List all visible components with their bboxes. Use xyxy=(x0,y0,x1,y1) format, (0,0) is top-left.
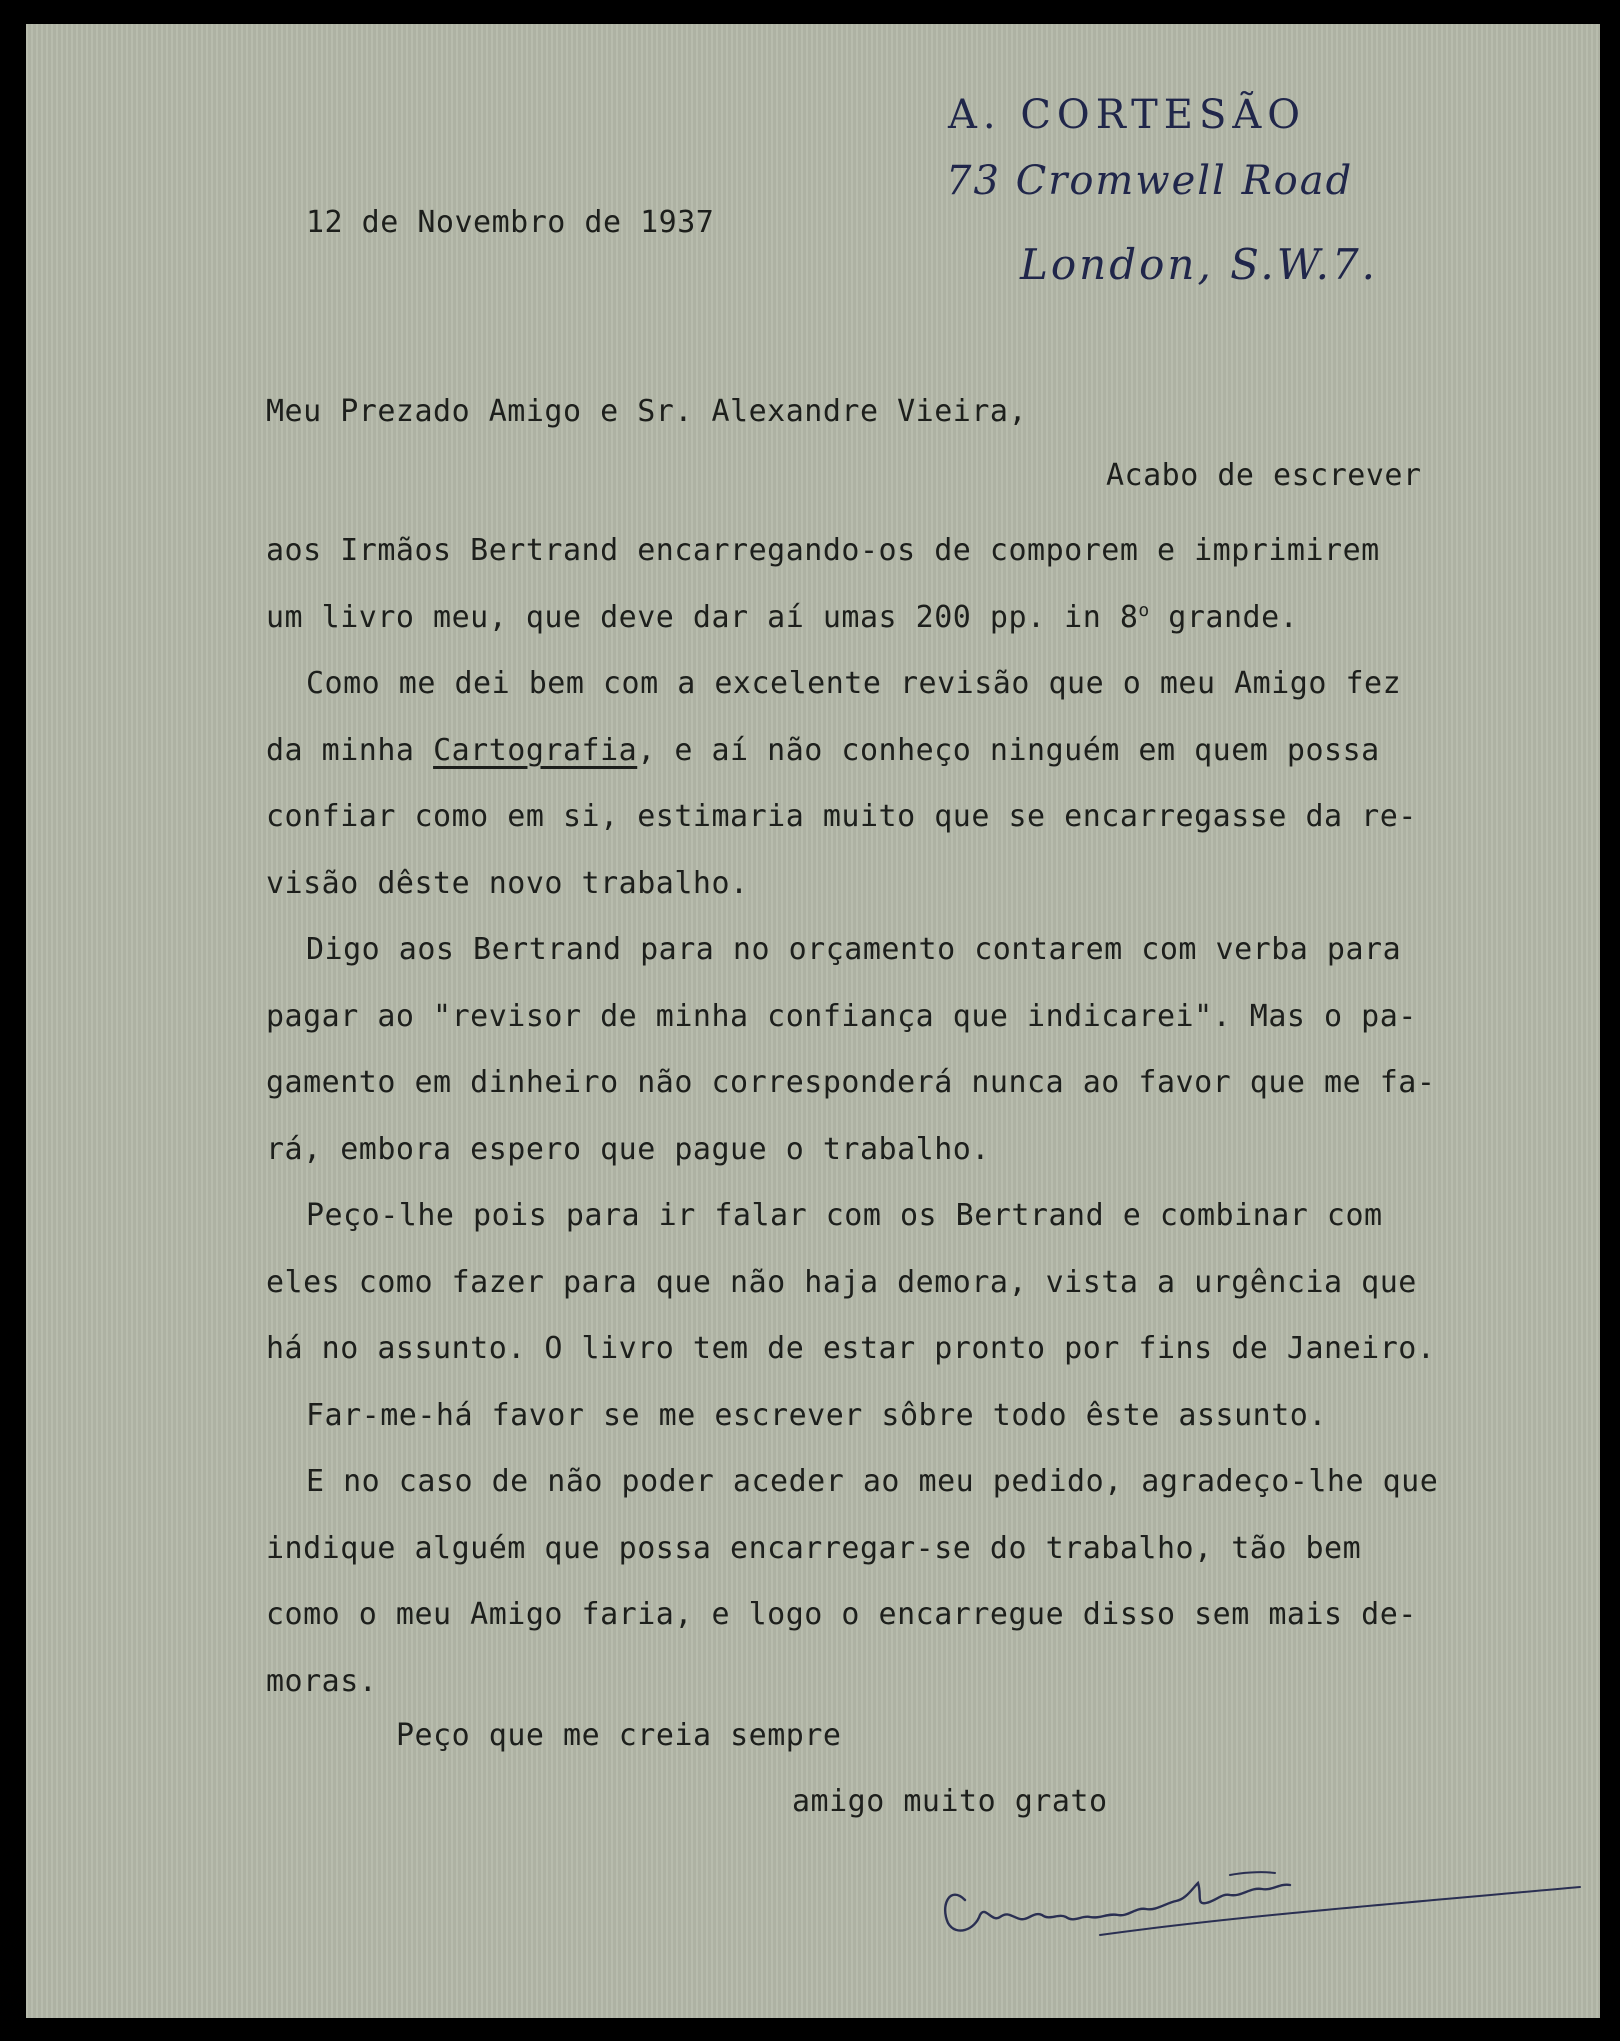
letter-date: 12 de Novembro de 1937 xyxy=(306,205,715,240)
body-line xyxy=(266,718,1566,785)
body-line: eles como fazer para que não haja demora, vista a urgência que xyxy=(266,1264,1417,1300)
body-line: indique alguém que possa encarregar-se do trabalho, tão bem xyxy=(266,1530,1362,1566)
letterhead-city: London, S.W.7. xyxy=(1020,240,1379,289)
body-line: moras. xyxy=(266,1663,378,1699)
letter-body xyxy=(266,518,1566,1715)
body-line: rá, embora espero que pague o trabalho. xyxy=(266,1131,990,1167)
letterhead-street: 73 Cromwell Road xyxy=(946,158,1354,204)
body-line: Como me dei bem com a excelente revisão que o meu Amigo fez xyxy=(306,666,1402,701)
body-line: gamento em dinheiro não corresponderá nunca ao favor que me fa- xyxy=(266,1065,1436,1100)
body-line: como o meu Amigo faria, e logo o encarregue disso sem mais de- xyxy=(266,1597,1417,1632)
closing-line: amigo muito grato xyxy=(792,1784,1108,1819)
closing-line: Peço que me creia sempre xyxy=(396,1718,842,1753)
body-line xyxy=(266,585,1566,652)
letterhead-name: A. CORTESÃO xyxy=(948,92,1307,138)
body-line: confiar como em si, estimaria muito que se encarregasse da re- xyxy=(266,799,1417,834)
body-line: Digo aos Bertrand para no orçamento contarem com verba para xyxy=(306,932,1402,967)
ordinal-superscript: o xyxy=(1138,599,1150,621)
body-line: aos Irmãos Bertrand encarregando-os de comporem e imprimirem xyxy=(266,533,1380,568)
body-line: há no assunto. O livro tem de estar pronto por fins de Janeiro. xyxy=(266,1331,1436,1366)
salutation: Meu Prezado Amigo e Sr. Alexandre Vieira, xyxy=(266,394,1028,429)
body-text: grande. xyxy=(1149,599,1299,635)
body-line: Far-me-há favor se me escrever sôbre todo êste assunto. xyxy=(306,1397,1327,1433)
body-line: Acabo de escrever xyxy=(1106,458,1422,493)
body-line: Peço-lhe pois para ir falar com os Bertrand e combinar com xyxy=(306,1198,1383,1233)
body-text: da minha xyxy=(266,732,434,768)
body-text: um livro meu, que deve dar aí umas 200 pp. in 8 xyxy=(266,599,1139,635)
body-line: E no caso de não poder aceder ao meu pedido, agradeço-lhe que xyxy=(306,1464,1439,1499)
body-text: , e aí não conheço ninguém em quem possa xyxy=(637,732,1380,768)
signature xyxy=(930,1845,1590,1955)
book-title: Cartografia xyxy=(433,732,638,768)
body-line: pagar ao "revisor de minha confiança que indicarei". Mas o pa- xyxy=(266,998,1417,1034)
body-line: visão dêste novo trabalho. xyxy=(266,865,749,901)
